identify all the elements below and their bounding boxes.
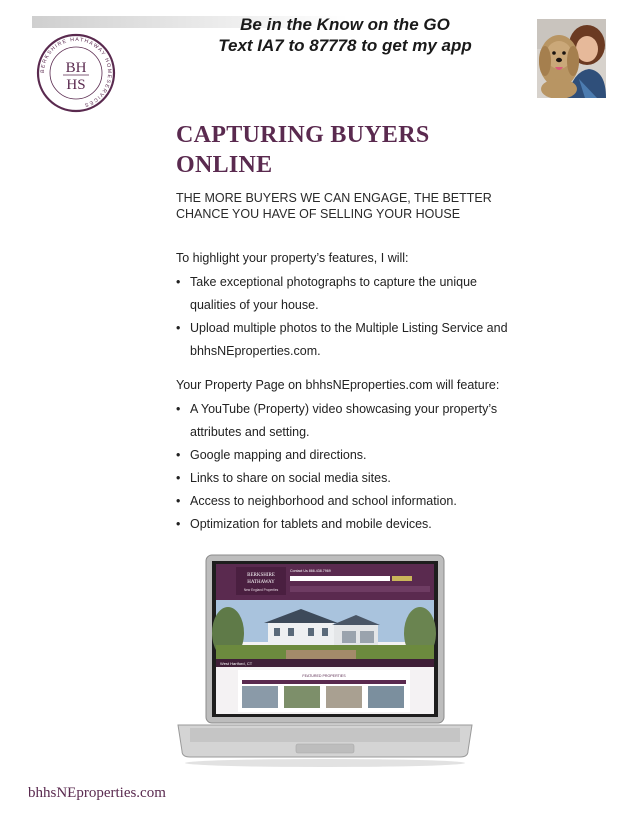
page-subtitle — [176, 190, 506, 222]
item-line-1: Links to share on social media sites. — [190, 471, 391, 485]
promo-line-2: Text IA7 to 87778 to get my app — [218, 36, 472, 55]
app-promo — [175, 14, 515, 56]
item-line-2: qualities of your house. — [190, 298, 319, 312]
footer-website: bhhsNEproperties.com — [28, 785, 166, 801]
bullet: • — [176, 321, 181, 335]
bullet: • — [176, 402, 181, 416]
section-2-list — [176, 398, 516, 536]
screen-contact: Contact Us 866.438.7969 — [290, 569, 331, 573]
list-item — [176, 271, 510, 317]
page-title — [176, 120, 516, 180]
item-line-1: Upload multiple photos to the Multiple Listing Service and — [190, 321, 508, 335]
item-line-1: Optimization for tablets and mobile devices. — [190, 517, 432, 531]
section-1-list — [176, 271, 516, 363]
bullet: • — [176, 471, 181, 485]
item-line-1: Access to neighborhood and school information. — [190, 494, 457, 508]
logo-monogram-top: BH — [65, 60, 87, 76]
item-line-2: attributes and setting. — [190, 425, 310, 439]
list-item — [176, 444, 510, 467]
bullet: • — [176, 494, 181, 508]
subtitle-line-1: THE MORE BUYERS WE CAN ENGAGE, THE BETTER — [176, 191, 492, 205]
item-line-2: bhhsNEproperties.com. — [190, 344, 321, 358]
subtitle-line-2: CHANCE YOU HAVE OF SELLING YOUR HOUSE — [176, 207, 461, 221]
bhhs-logo — [36, 33, 116, 113]
section-1-intro: To highlight your property’s features, I will: — [176, 251, 409, 265]
screen-brand-line-2: HATHAWAY — [247, 580, 275, 585]
title-line-2: ONLINE — [176, 152, 273, 178]
list-item — [176, 398, 510, 444]
item-line-1: Take exceptional photographs to capture the unique — [190, 275, 478, 289]
list-item — [176, 317, 510, 363]
bullet: • — [176, 448, 181, 462]
screen-location: West Hartford, CT — [220, 661, 253, 666]
item-line-1: A YouTube (Property) video showcasing your property’s — [190, 402, 498, 416]
logo-monogram-bottom: HS — [66, 77, 86, 93]
main-content — [176, 120, 516, 536]
agent-photo — [537, 19, 606, 98]
list-item — [176, 490, 510, 513]
logo-ring-text: BERKSHIRE HATHAWAY HOMESERVICES — [39, 36, 113, 109]
bullet: • — [176, 275, 181, 289]
item-line-1: Google mapping and directions. — [190, 448, 367, 462]
screen-featured: FEATURED PROPERTIES — [302, 674, 346, 678]
title-line-1: CAPTURING BUYERS — [176, 122, 430, 148]
list-item — [176, 467, 510, 490]
screen-brand-line-1: BERKSHIRE — [247, 573, 275, 578]
laptop-illustration — [176, 553, 474, 767]
list-item — [176, 513, 510, 536]
section-2-intro: Your Property Page on bhhsNEproperties.com will feature: — [176, 378, 500, 392]
promo-line-1: Be in the Know on the GO — [240, 15, 450, 34]
bullet: • — [176, 517, 181, 531]
screen-brand-line-3: New England Properties — [243, 588, 279, 592]
